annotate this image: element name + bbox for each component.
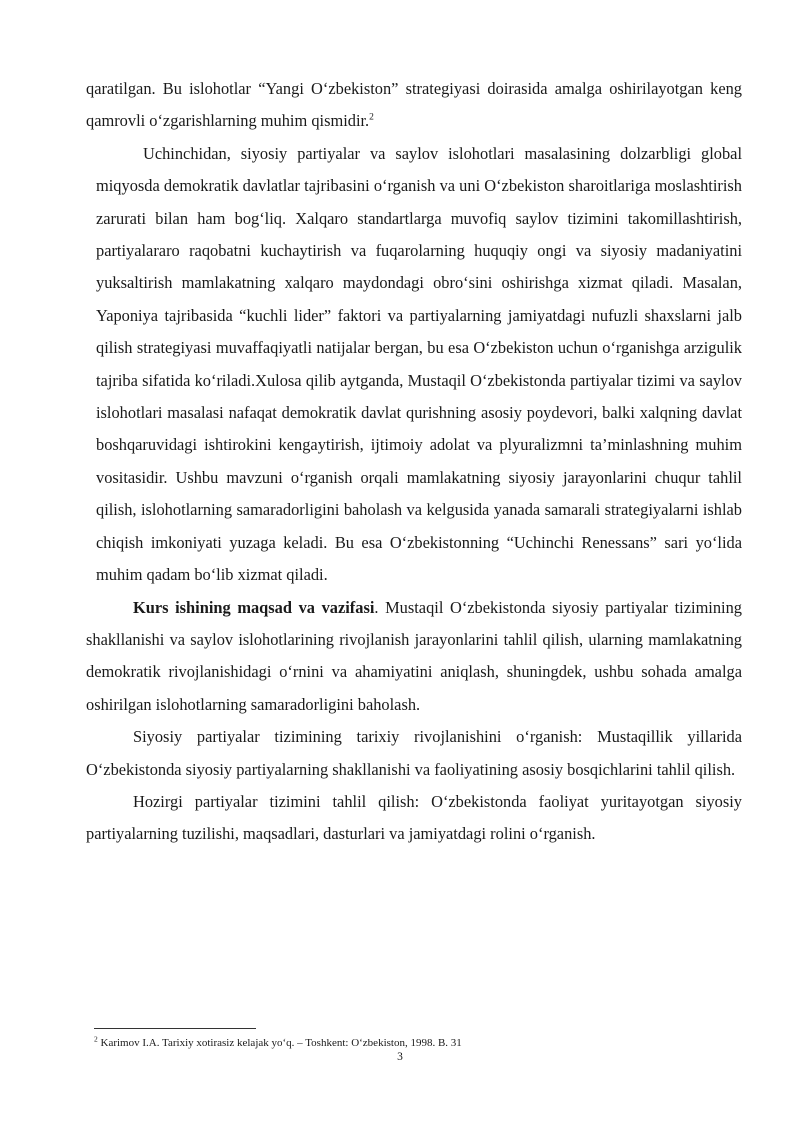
paragraph-task-analysis: Hozirgi partiyalar tizimini tahlil qilish: O‘zbekistonda faoliyat yuritayotgan siyosiy partiyalarning tuzilishi, maqsadlari, dasturlari va jamiyatdagi rolini o‘rganish. <box>86 791 742 844</box>
paragraph-task-history: Siyosiy partiyalar tizimining tarixiy rivojlanishini o‘rganish: Mustaqillik yillarida O‘zbekistonda siyosiy partiyalarning shakllanishi va faoliyatining asosiy bosqichlarini tahlil qilish. <box>86 727 742 779</box>
footnote-reference: 2 <box>369 112 374 123</box>
page-number: 3 <box>397 1051 403 1063</box>
footnote-separator <box>94 1028 256 1029</box>
paragraph-text: qaratilgan. Bu islohotlar “Yangi O‘zbekiston” strategiyasi doirasida amalga oshirilayotgan keng qamrovli o‘zgarishlarning muhim qismidir. <box>86 79 742 131</box>
body-text <box>86 73 742 851</box>
paragraph-relevance: Uchinchidan, siyosiy partiyalar va saylov islohotlari masalasining dolzarbligi global miqyosda demokratik davlatlar tajribasini o‘rganish va uni O‘zbekiston sharoitlariga moslashtirish zarurati bilan ham bog‘liq. Xalqaro standartlarga muvofiq saylov tizimini takomillashtirish, partiyalararo raqobatni kuchaytirish va fuqarolarning huquqiy ongi va siyosiy madaniyatini yuksaltirish mamlakatning xalqaro maydondagi obro‘sini oshirishga xizmat qiladi. Masalan, Yaponiya tajribasida “kuchli lider” faktori va partiyalarning jamiyatdagi nufuzli shaxslarni jalb qilish strategiyasi muvaffaqiyatli natijalar bergan, bu esa O‘zbekiston uchun o‘rganishga arzigulik tajriba sifatida ko‘riladi.Xulosa qilib aytganda, Mustaqil O‘zbekistonda partiyalar tizimi va saylov islohotlari masalasi nafaqat demokratik davlat qurishning asosiy poydevori, balki xalqning davlat boshqaruvidagi ishtirokini kengaytirish, ijtimoiy adolat va plyuralizmni ta’minlashning muhim vositasidir. Ushbu mavzuni o‘rganish orqali mamlakatning siyosiy jarayonlarini chuqur tahlil qilish, islohotlarning samaradorligini baholash va kelgusida yanada samarali strategiyalarni ishlab chiqish imkoniyati yuzaga keladi. Bu esa O‘zbekistonning “Uchinchi Renessans” sari yo‘lida muhim qadam bo‘lib xizmat qiladi. <box>96 143 742 585</box>
footnote-text: Karimov I.A. Tarixiy xotirasiz kelajak yo‘q. – Toshkent: O‘zbekiston, 1998. B. 31 <box>100 1037 462 1049</box>
paragraph-text: . Mustaqil O‘zbekistonda siyosiy partiyalar tizimining shakllanishi va saylov islohotlarining rivojlanish jarayonlarini tahlil qilish, ularning mamlakatning demokratik rivojlanishidagi o‘rnini va ahamiyatini aniqlash, shuningdek, ushbu sohada amalga oshirilgan islohotlarning samaradorligini baholash. <box>86 597 743 714</box>
section-heading: Kurs ishining maqsad va vazifasi <box>133 597 375 617</box>
footnote <box>94 1036 734 1050</box>
paragraph-goal <box>86 592 742 722</box>
footnote-number: 2 <box>94 1034 98 1044</box>
paragraph-continued <box>86 73 742 138</box>
